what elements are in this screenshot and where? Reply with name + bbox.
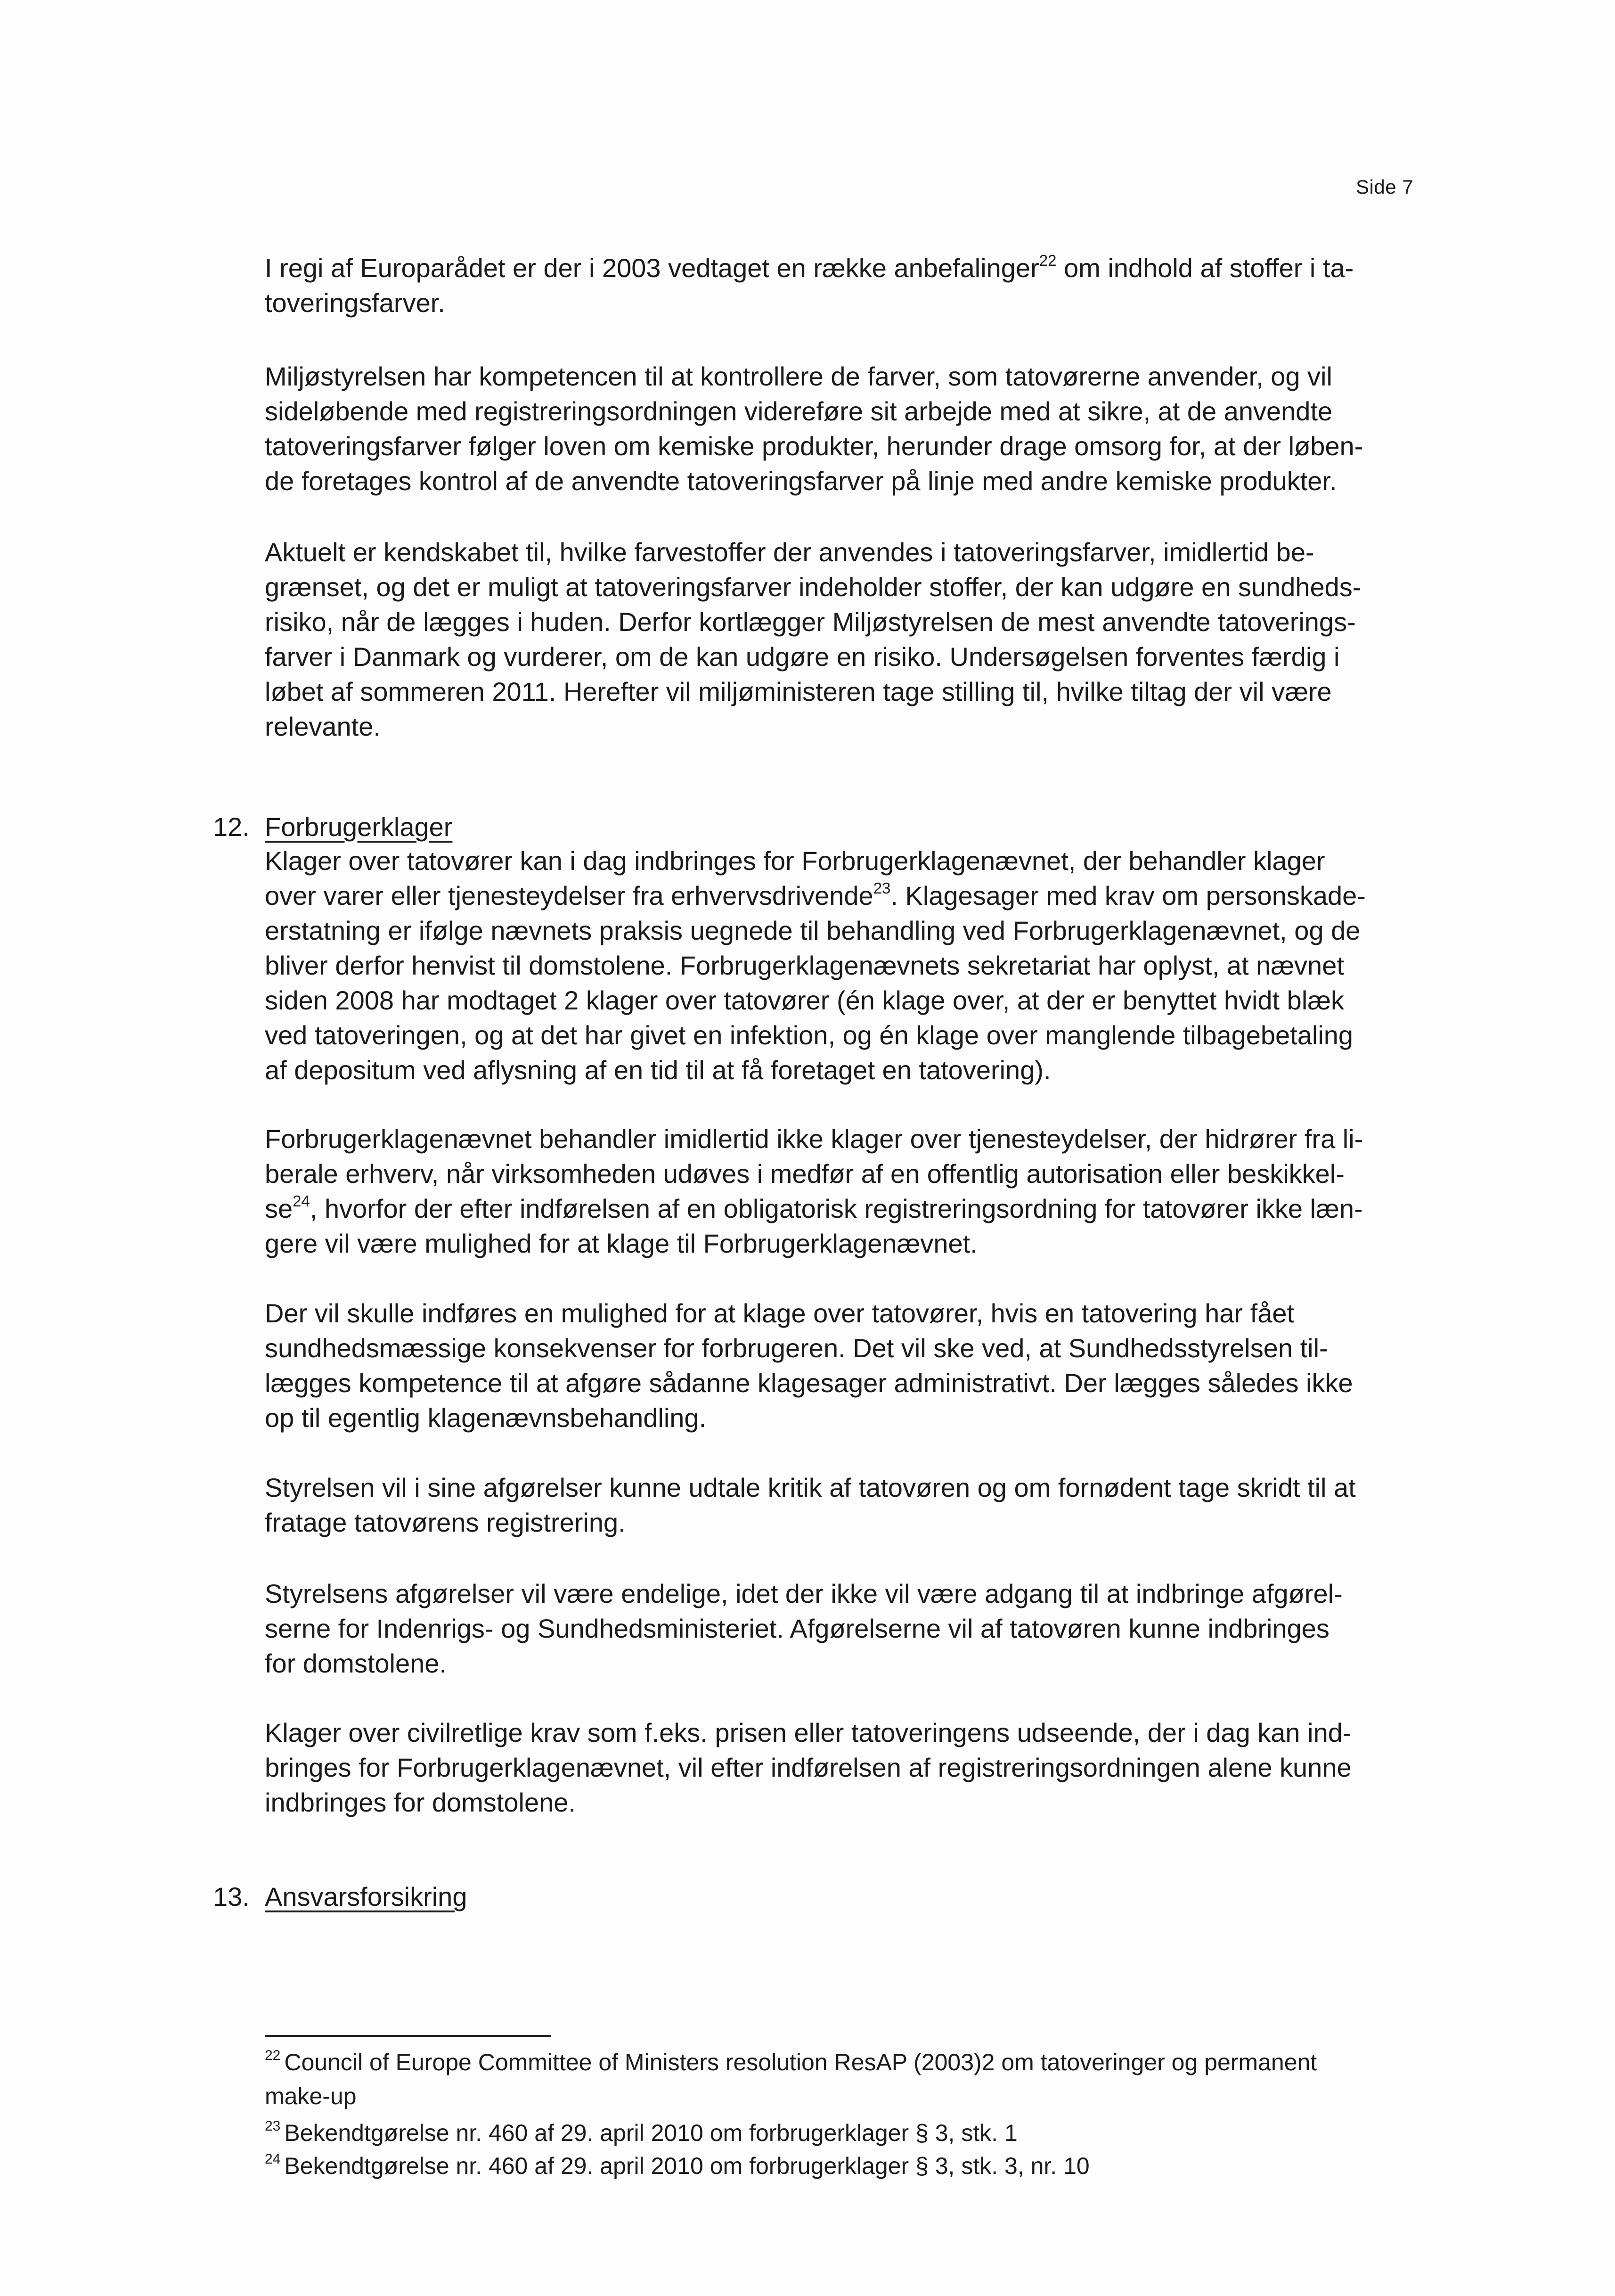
footnote-24 [265, 2149, 1090, 2183]
footnote-mark: 23 [265, 2118, 281, 2134]
text-line: sideløbende med registreringsordningen videreføre sit arbejde med at sikre, at de anvendte [265, 396, 1333, 426]
text-line: farver i Danmark og vurderer, om de kan udgøre en risiko. Undersøgelsen forventes færdig i [265, 642, 1340, 672]
text-line: Klager over tatovører kan i dag indbringes for Forbrugerklagenævnet, der behandler klager [265, 846, 1325, 876]
footnote-text: Bekendtgørelse nr. 460 af 29. april 2010 om forbrugerklager § 3, stk. 3, nr. 10 [284, 2153, 1090, 2179]
footnote-ref-22[interactable]: 22 [1039, 252, 1057, 270]
text-line [265, 2149, 1090, 2183]
page-number: Side 7 [1356, 176, 1414, 198]
text-line: lægges kompetence til at afgøre sådanne klagesager administrativt. Der lægges således ikke [265, 1368, 1353, 1398]
text-line: Aktuelt er kendskabet til, hvilke farvestoffer der anvendes i tatoveringsfarver, imidlertid be- [265, 537, 1314, 567]
text-line: bliver derfor henvist til domstolene. Forbrugerklagenævnets sekretariat har oplyst, at nævnet [265, 951, 1344, 980]
text-line [265, 251, 1354, 286]
text-line: for domstolene. [265, 1648, 447, 1678]
text-line: risiko, når de lægges i huden. Derfor kortlægger Miljøstyrelsen de mest anvendte tatoverings- [265, 607, 1356, 637]
text-line [265, 1191, 1363, 1226]
footnote-ref-23[interactable]: 23 [873, 879, 891, 897]
section-title: Forbrugerklager [265, 812, 453, 842]
footnote-23 [265, 2116, 1018, 2150]
footnote-separator [265, 2035, 551, 2037]
text-line: siden 2008 har modtaget 2 klager over tatovører (én klage over, at der er benyttet hvidt blæk [265, 985, 1345, 1015]
text-line: op til egentlig klagenævnsbehandling. [265, 1403, 707, 1433]
text-line: Miljøstyrelsen har kompetencen til at kontrollere de farver, som tatovørerne anvender, og vil [265, 361, 1332, 391]
text-line: tatoveringsfarver følger loven om kemiske produkter, herunder drage omsorg for, at der løben- [265, 431, 1363, 461]
paragraph-miljoestyrelsen [265, 359, 1363, 499]
text-line: ved tatoveringen, og at det har givet en infektion, og én klage over manglende tilbagebetaling [265, 1020, 1354, 1050]
footnote-text: Bekendtgørelse nr. 460 af 29. april 2010 om forbrugerklager § 3, stk. 1 [284, 2120, 1018, 2146]
paragraph-aktuelt [265, 535, 1361, 744]
paragraph-endelige-afgoerelser [265, 1576, 1343, 1681]
text-line: Der vil skulle indføres en mulighed for at klage over tatovører, hvis en tatovering har fået [265, 1298, 1295, 1328]
text-run: , hvorfor der efter indførelsen af en obligatorisk registreringsordning for tatovører ikke læn- [310, 1194, 1363, 1223]
text-line: toveringsfarver. [265, 288, 445, 318]
text-run: over varer eller tjenesteydelser fra erhvervsdrivende [265, 881, 873, 910]
text-line [265, 878, 1366, 913]
text-line: grænset, og det er muligt at tatoveringsfarver indeholder stoffer, der kan udgøre en sundheds- [265, 572, 1362, 602]
text-run: I regi af Europarådet er der i 2003 vedtaget en række anbefalinger [265, 253, 1039, 283]
text-run: se [265, 1194, 293, 1223]
text-line: Styrelsens afgørelser vil være endelige, idet der ikke vil være adgang til at indbringe afgørel- [265, 1579, 1343, 1608]
text-line: make-up [265, 2083, 357, 2109]
paragraph-liberale-erhverv [265, 1122, 1363, 1261]
text-line: relevante. [265, 712, 381, 741]
text-line: serne for Indenrigs- og Sundhedsministeriet. Afgørelserne vil af tatovøren kunne indbringes [265, 1614, 1330, 1643]
text-line: erstatning er ifølge nævnets praksis uegnede til behandling ved Forbrugerklagenævnet, og de [265, 916, 1361, 945]
text-line: gere vil være mulighed for at klage til Forbrugerklagenævnet. [265, 1229, 978, 1258]
text-line: de foretages kontrol af de anvendte tatoveringsfarver på linje med andre kemiske produkter. [265, 466, 1337, 496]
text-line: indbringes for domstolene. [265, 1788, 576, 1817]
paragraph-forbrugerklager [265, 844, 1366, 1088]
paragraph-kritik [265, 1470, 1356, 1540]
text-line [265, 2045, 1317, 2079]
text-line: sundhedsmæssige konsekvenser for forbrugeren. Det vil ske ved, at Sundhedsstyrelsen til- [265, 1333, 1328, 1363]
text-line [265, 2116, 1018, 2150]
section-title: Ansvarsforsikring [265, 1882, 467, 1911]
footnote-ref-24[interactable]: 24 [293, 1192, 310, 1210]
footnote-text: Council of Europe Committee of Ministers resolution ResAP (2003)2 om tatoveringer og permanent [284, 2049, 1317, 2075]
paragraph-europaraadet [265, 251, 1354, 320]
section-number: 13. [213, 1882, 250, 1911]
footnote-mark: 24 [265, 2151, 281, 2167]
section-number: 12. [213, 812, 250, 842]
text-run: . Klagesager med krav om personskade- [890, 881, 1366, 910]
paragraph-civilretlige-krav [265, 1715, 1352, 1820]
text-line: bringes for Forbrugerklagenævnet, vil efter indførelsen af registreringsordningen alene kunne [265, 1753, 1352, 1782]
paragraph-klagemulighed [265, 1296, 1353, 1435]
text-line: Forbrugerklagenævnet behandler imidlertid ikke klager over tjenesteydelser, der hidrører fra li- [265, 1124, 1363, 1154]
text-line: fratage tatovørens registrering. [265, 1508, 626, 1537]
text-line: Styrelsen vil i sine afgørelser kunne udtale kritik af tatovøren og om fornødent tage skridt til at [265, 1473, 1356, 1502]
text-line: berale erhverv, når virksomheden udøves i medfør af en offentlig autorisation eller beskikkel- [265, 1159, 1345, 1189]
footnote-22 [265, 2045, 1317, 2113]
text-line: løbet af sommeren 2011. Herefter vil miljøministeren tage stilling til, hvilke tiltag der vil være [265, 677, 1332, 706]
text-line: af depositum ved aflysning af en tid til at få foretaget en tatovering). [265, 1055, 1051, 1085]
text-run: om indhold af stoffer i ta- [1056, 253, 1354, 283]
text-line: Klager over civilretlige krav som f.eks. prisen eller tatoveringens udseende, der i dag kan ind- [265, 1718, 1352, 1747]
footnote-mark: 22 [265, 2048, 281, 2064]
